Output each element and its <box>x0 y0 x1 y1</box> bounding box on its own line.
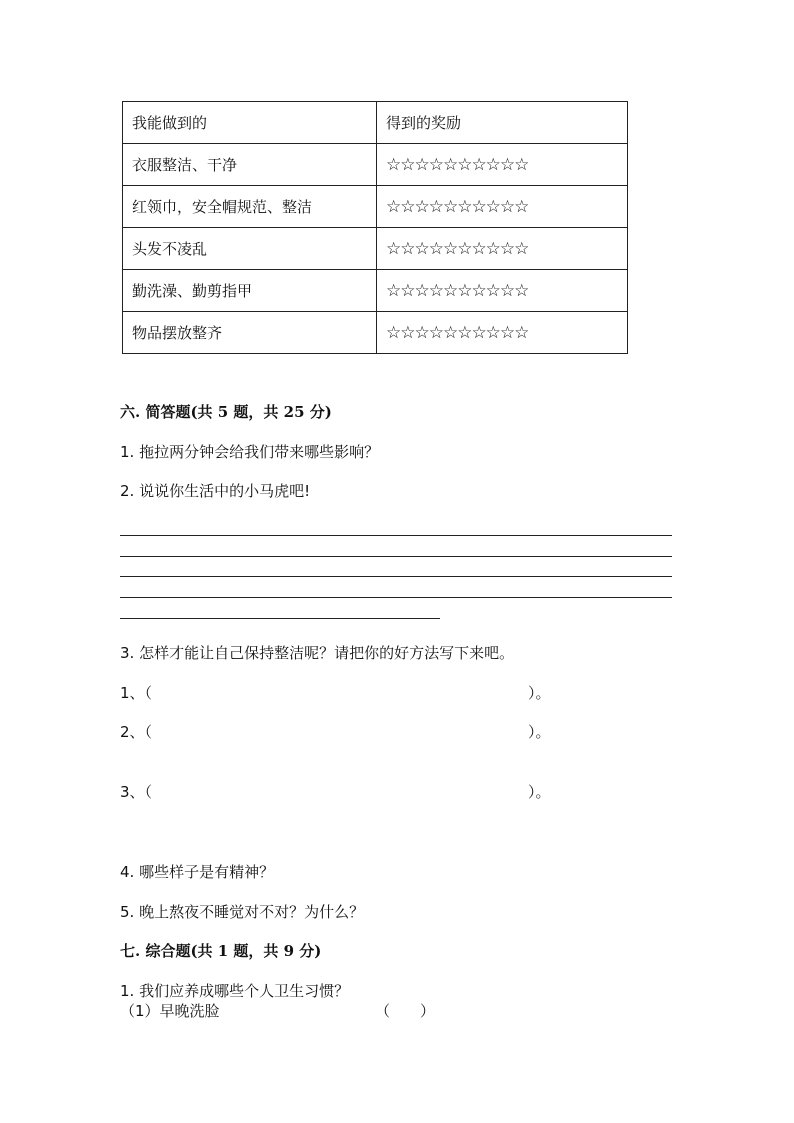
question-6-5: 5. 晚上熬夜不睡觉对不对？为什么？ <box>120 903 365 921</box>
item-cell: 物品摆放整齐 <box>123 312 377 354</box>
answer-blank-open: 3、（ <box>120 783 153 801</box>
answer-line[interactable] <box>120 618 440 619</box>
answer-blank-close: ）。 <box>528 723 551 741</box>
star-rating-cell: ☆☆☆☆☆☆☆☆☆☆ <box>377 144 628 186</box>
item-cell: 头发不凌乱 <box>123 228 377 270</box>
answer-line[interactable] <box>120 597 672 598</box>
star-rating-cell: ☆☆☆☆☆☆☆☆☆☆ <box>377 312 628 354</box>
answer-line[interactable] <box>120 535 672 536</box>
answer-line[interactable] <box>120 556 672 557</box>
question-6-4: 4. 哪些样子是有精神？ <box>120 863 275 881</box>
header-cell: 得到的奖励 <box>377 102 628 144</box>
header-cell: 我能做到的 <box>123 102 377 144</box>
star-rating-cell: ☆☆☆☆☆☆☆☆☆☆ <box>377 270 628 312</box>
question-7-1: 1. 我们应养成哪些个人卫生习惯？ <box>120 982 350 1000</box>
answer-line[interactable] <box>120 576 672 577</box>
answer-blank-close: ）。 <box>528 684 551 702</box>
answer-blank-open: 2、（ <box>120 723 153 741</box>
table-row <box>123 312 628 354</box>
question-6-3: 3. 怎样才能让自己保持整洁呢？请把你的好方法写下来吧。 <box>120 644 515 662</box>
answer-blank-open: 1、（ <box>120 684 153 702</box>
item-cell: 勤洗澡、勤剪指甲 <box>123 270 377 312</box>
habit-item: （1）早晚洗脸 <box>120 1002 220 1020</box>
table-row <box>123 186 628 228</box>
question-6-2: 2. 说说你生活中的小马虎吧! <box>120 482 311 500</box>
table-row <box>123 228 628 270</box>
item-cell: 红领巾，安全帽规范、整洁 <box>123 186 377 228</box>
table-header-row <box>123 102 628 144</box>
habit-answer-blank[interactable]: （ ） <box>375 1002 436 1020</box>
answer-blank-close: ）。 <box>528 783 551 801</box>
table-row <box>123 144 628 186</box>
section-6-title: 六. 简答题(共 5 题，共 25 分) <box>120 403 332 421</box>
item-cell: 衣服整洁、干净 <box>123 144 377 186</box>
question-6-1: 1. 拖拉两分钟会给我们带来哪些影响？ <box>120 443 380 461</box>
section-7-title: 七. 综合题(共 1 题，共 9 分) <box>120 942 322 960</box>
star-rating-cell: ☆☆☆☆☆☆☆☆☆☆ <box>377 228 628 270</box>
star-rating-cell: ☆☆☆☆☆☆☆☆☆☆ <box>377 186 628 228</box>
table-row <box>123 270 628 312</box>
reward-table <box>122 101 628 354</box>
